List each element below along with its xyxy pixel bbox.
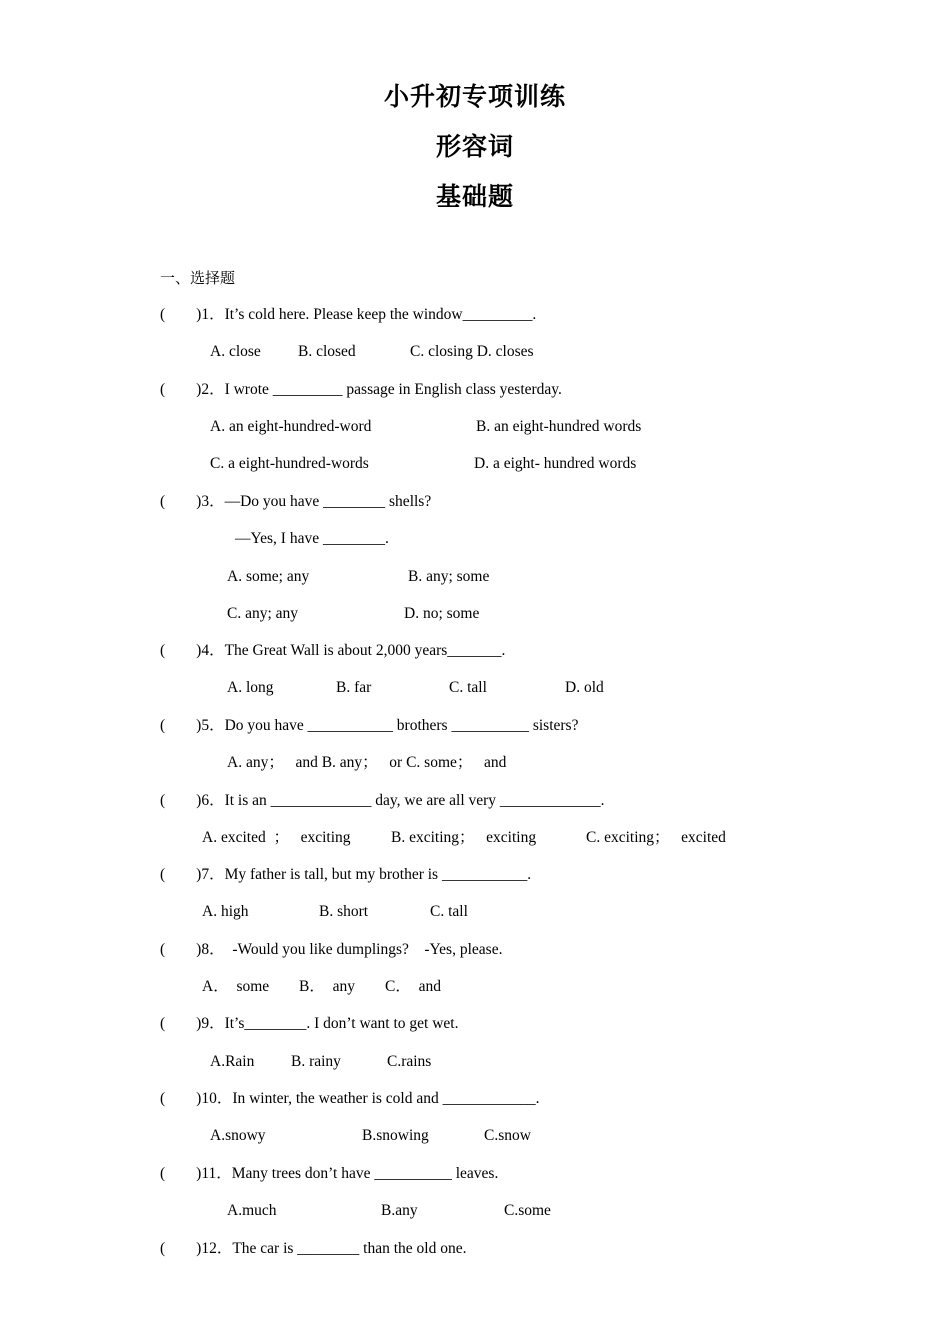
answer-option: C. a eight-hundred-words [210, 455, 369, 472]
answer-option: A. an eight-hundred-word [210, 418, 372, 435]
answer-option: C. tall [449, 679, 487, 696]
answer-option: B. exciting； exciting [391, 829, 537, 846]
question-stem: ( )10．In winter, the weather is cold and ____________. [160, 1090, 540, 1107]
answer-option: D. a eight- hundred words [474, 455, 637, 472]
question-stem-continued: —Yes, I have ________. [235, 530, 389, 547]
question-stem: ( )1．It’s cold here. Please keep the window_________. [160, 306, 537, 323]
answer-option: C. closing D. closes [410, 343, 534, 360]
answer-option: A.Rain [210, 1053, 255, 1070]
answer-option: A． some [202, 978, 270, 995]
answer-option: A. long [227, 679, 274, 696]
question-stem: ( )5．Do you have ___________ brothers __________ sisters? [160, 717, 579, 734]
answer-option: B. any; some [408, 568, 490, 585]
answer-option: C.some [504, 1202, 551, 1219]
answer-option: B.snowing [362, 1127, 429, 1144]
answer-option: A.much [227, 1202, 277, 1219]
question-stem: ( )2．I wrote _________ passage in English class yesterday. [160, 381, 562, 398]
answer-option: A. some; any [227, 568, 310, 585]
question-stem: ( )7．My father is tall, but my brother is ___________. [160, 866, 532, 883]
answer-option: C. exciting； excited [586, 829, 726, 846]
answer-option: C. any; any [227, 605, 299, 622]
answer-option: B. closed [298, 343, 356, 360]
section-heading: 一、选择题 [160, 269, 236, 287]
question-stem: ( )6．It is an _____________ day, we are all very _____________. [160, 792, 605, 809]
difficulty-level: 基础题 [435, 182, 514, 211]
answer-option: B． any [299, 978, 355, 995]
document-subtitle: 形容词 [435, 132, 514, 161]
answer-option: B. short [319, 903, 369, 920]
answer-option: B.any [381, 1202, 418, 1219]
question-stem: ( )9．It’s________. I don’t want to get wet. [160, 1015, 459, 1032]
answer-option: D. old [565, 679, 604, 696]
document-title: 小升初专项训练 [383, 82, 566, 111]
answer-option: B. rainy [291, 1053, 341, 1070]
question-stem: ( )8． -Would you like dumplings? -Yes, please. [160, 941, 503, 958]
answer-option: B. far [336, 679, 372, 696]
answer-option: A. high [202, 903, 249, 920]
question-stem: ( )3．—Do you have ________ shells? [160, 493, 432, 510]
answer-option: A.snowy [210, 1127, 266, 1144]
answer-option: C.snow [484, 1127, 531, 1144]
question-stem: ( )11．Many trees don’t have __________ leaves. [160, 1165, 499, 1182]
answer-option: C． and [385, 978, 441, 995]
answer-option: C. tall [430, 903, 468, 920]
answer-option: C.rains [387, 1053, 432, 1070]
answer-option: A. close [210, 343, 261, 360]
answer-option: B. an eight-hundred words [476, 418, 642, 435]
answer-option: A. excited ； exciting [202, 829, 351, 846]
question-stem: ( )4．The Great Wall is about 2,000 years_______. [160, 642, 506, 659]
answer-option: D. no; some [404, 605, 480, 622]
question-stem: ( )12．The car is ________ than the old one. [160, 1240, 467, 1257]
answer-option: A. any； and B. any； or C. some； and [227, 754, 507, 771]
